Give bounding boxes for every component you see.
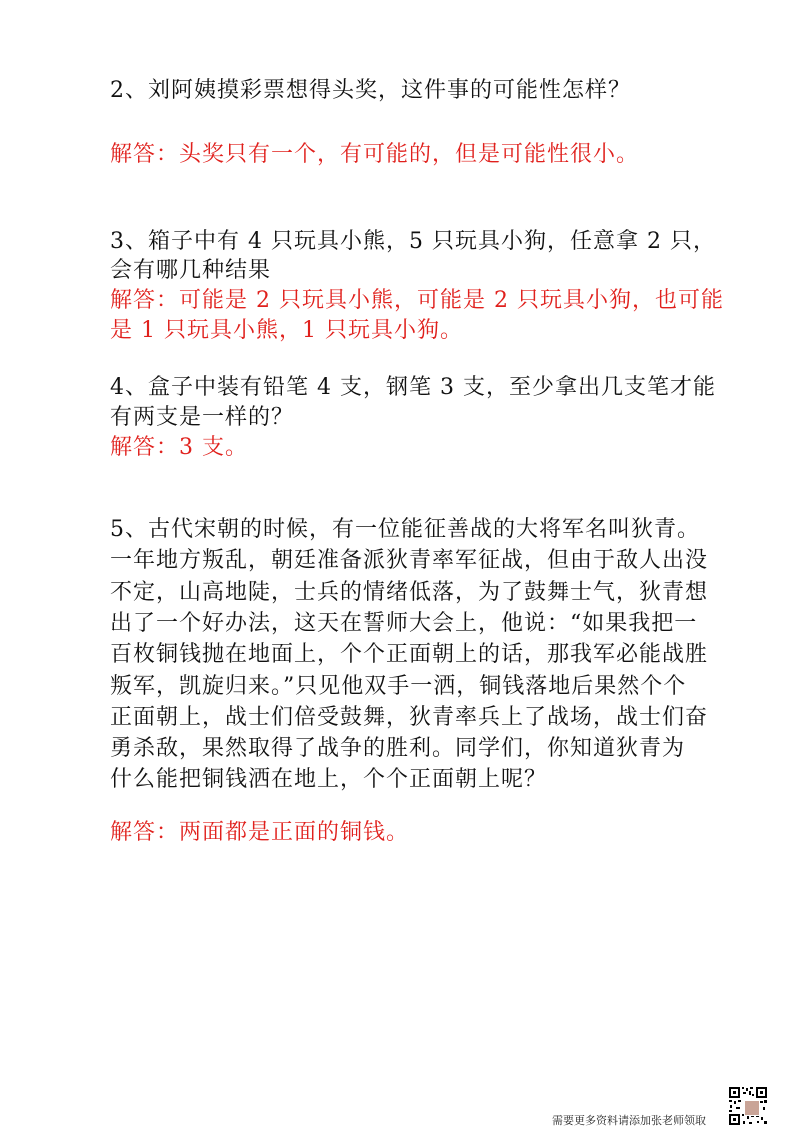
- answer-4: 解答：3 支。: [110, 435, 248, 460]
- question-3-line-1: 3、箱子中有 4 只玩具小熊，5 只玩具小狗，任意拿 2 只，: [110, 229, 716, 254]
- question-5-line-9: 什么能把铜钱洒在地上，个个正面朝上呢？: [110, 767, 548, 792]
- footer-note: 需要更多资料请添加张老师领取: [552, 1114, 706, 1127]
- question-5-line-1: 5、古代宋朝的时候，有一位能征善战的大将军名叫狄青。: [110, 517, 700, 542]
- question-5-line-7: 正面朝上，战士们倍受鼓舞，狄青率兵上了战场，战士们奋: [110, 705, 709, 730]
- answer-2: 解答：头奖只有一个，有可能的，但是可能性很小。: [110, 142, 640, 167]
- question-5-line-4: 出了一个好办法，这天在誓师大会上，他说：“如果我把一: [110, 611, 698, 636]
- question-5-line-8: 勇杀敌，果然取得了战争的胜利。同学们，你知道狄青为: [110, 736, 686, 761]
- question-2: 2、刘阿姨摸彩票想得头奖，这件事的可能性怎样？: [110, 78, 631, 103]
- answer-3-line-2: 是 1 只玩具小熊，1 只玩具小狗。: [110, 318, 463, 343]
- question-4-line-1: 4、盒子中装有铅笔 4 支，钢笔 3 支，至少拿出几支笔才能: [110, 375, 716, 400]
- question-3-line-2: 会有哪几种结果: [110, 258, 272, 283]
- question-5-line-5: 百枚铜钱抛在地面上，个个正面朝上的话，那我军必能战胜: [110, 642, 709, 667]
- question-5-line-2: 一年地方叛乱，朝廷准备派狄青率军征战，但由于敌人出没: [110, 548, 709, 573]
- answer-5: 解答：两面都是正面的铜钱。: [110, 820, 410, 845]
- question-4-line-2: 有两支是一样的？: [110, 405, 295, 430]
- question-5-line-6: 叛军，凯旋归来。”只见他双手一洒，铜钱落地后果然个个: [110, 674, 687, 699]
- question-5-line-3: 不定，山高地陡，士兵的情绪低落，为了鼓舞士气，狄青想: [110, 580, 709, 605]
- answer-3-line-1: 解答：可能是 2 只玩具小熊，可能是 2 只玩具小狗，也可能: [110, 288, 724, 313]
- avatar: [744, 1100, 760, 1116]
